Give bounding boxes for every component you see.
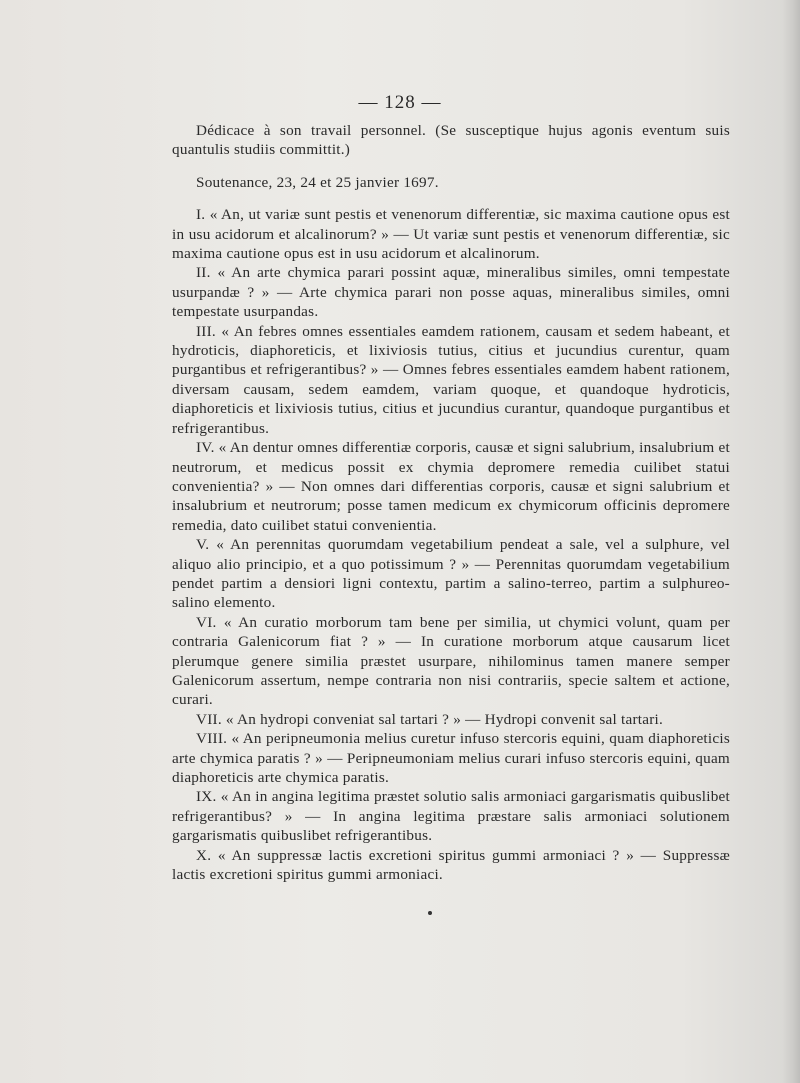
thesis-10: X. « An suppressæ lactis excretioni spiritus gummi armoniaci ? » — Suppressæ lactis excretioni spiritus gummi armoniaci. xyxy=(172,846,730,884)
thesis-7: VII. « An hydropi conveniat sal tartari ? » — Hydropi convenit sal tartari. xyxy=(196,710,664,728)
defense-date-paragraph: Soutenance, 23, 24 et 25 janvier 1697. xyxy=(196,173,439,191)
spacer xyxy=(172,192,730,205)
thesis-3: III. « An febres omnes essentiales eamdem rationem, causam et sedem habeant, et hydroticis, diaphoreticis, et lixiviosis tutius, citius et jucundius curentur, quam purgantibus et refrigerantibus? » — Omnes febres essentiales eamdem habent rationem, diversam causam, sedem eamdem, variam quoque, et quandoque hydroticis, diaphoreticis et lixiviosis tutius, citius et jucundius curantur, quandoque purgantibus et refrigerantibus. xyxy=(172,322,730,437)
ink-speck xyxy=(428,911,432,915)
spacer xyxy=(172,160,730,173)
thesis-1: I. « An, ut variæ sunt pestis et venenorum differentiæ, sic maxima cautione opus est in usu acidorum et alcalinorum? » — Ut variæ sunt pestis et venenorum differentiæ, sic maxima cautione opus est in usu acidorum et alcalinorum. xyxy=(172,206,730,263)
thesis-9: IX. « An in angina legitima præstet solutio salis armoniaci gargarismatis quibuslibet refrigerantibus? » — In angina legitima præstare salis armoniaci solutionem gargarismatis quibuslibet refrigerantibus. xyxy=(172,788,730,845)
thesis-5: V. « An perennitas quorumdam vegetabilium pendeat a sale, vel a sulphure, vel aliquo alio principio, et a quo potissimum ? » — Perennitas quorumdam vegetabilium pendet partim a densiori ligni contextu, partim a salino-terreo, partim a sulphureo-salino elemento. xyxy=(172,536,730,612)
thesis-4: IV. « An dentur omnes differentiæ corporis, causæ et signi salubrium, insalubrium et neutrorum, et medicus possit ex chymia depromere remedia cuilibet statui convenientia? » — Non omnes dari differentias corporis, causæ et signi salubrium et insalubrium et neutrorum; posse tamen medicum ex chymicorum officinis depromere remedia, dato cuilibet statui convenientia. xyxy=(172,439,730,534)
page-text xyxy=(172,121,730,884)
thesis-8: VIII. « An peripneumonia melius curetur infuso stercoris equini, quam diaphoreticis arte chymica paratis ? » — Peripneumoniam melius curari infuso stercoris equini, quam diaphoreticis arte chymica paratis. xyxy=(172,730,730,786)
thesis-6: VI. « An curatio morborum tam bene per similia, ut chymici volunt, quam per contraria Galenicorum fiat ? » — In curatione morborum atque causarum licet plerumque genere similia præstet usurpare, nihilominus tamen manere semper Galenicorum assertum, nempe contraria non nisi contrariis, specie saltem et actione, curari. xyxy=(172,613,730,709)
thesis-2: II. « An arte chymica parari possint aquæ, mineralibus similes, omni tempestate usurpandæ ? » — Arte chymica parari non posse aquas, mineralibus similes, omni tempestate usurpandas. xyxy=(172,264,730,321)
page-edge-shadow xyxy=(782,0,800,1083)
dedication-paragraph: Dédicace à son travail personnel. (Se susceptique hujus agonis eventum suis quantulis studiis committit.) xyxy=(172,122,730,159)
page-number: — 128 — xyxy=(358,92,442,113)
